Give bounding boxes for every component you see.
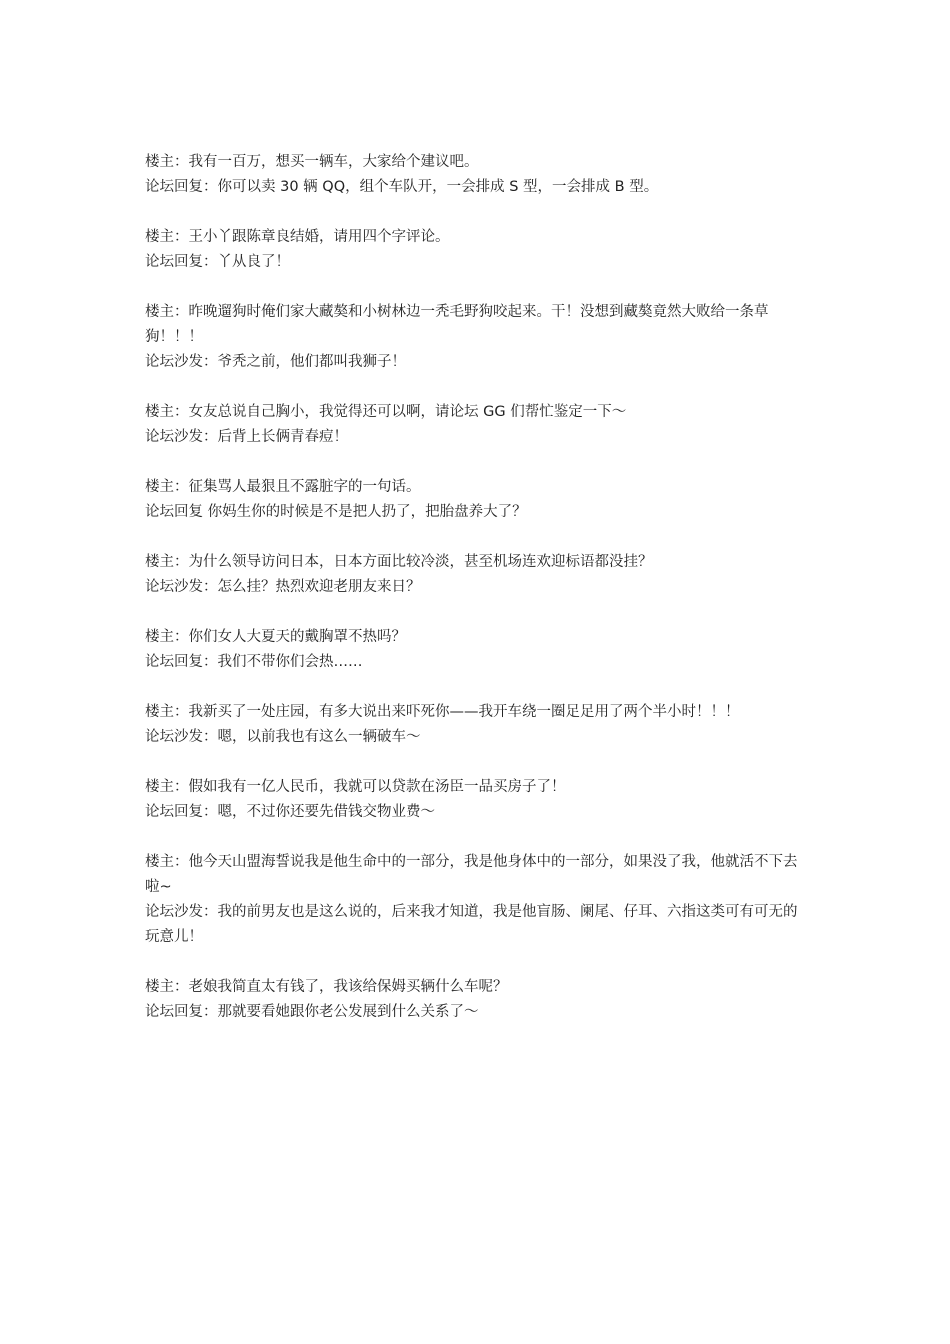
post-line: 楼主：为什么领导访问日本，日本方面比较冷淡，甚至机场连欢迎标语都没挂？	[145, 554, 653, 570]
joke-entry-4	[145, 400, 805, 450]
reply-line: 论坛沙发：后背上长俩青春痘！	[145, 429, 348, 445]
reply-line: 论坛回复 你妈生你的时候是不是把人扔了，把胎盘养大了？	[145, 504, 527, 520]
post-line: 楼主：王小丫跟陈章良结婚，请用四个字评论。	[145, 229, 450, 245]
joke-entry-10	[145, 850, 805, 950]
joke-entry-5	[145, 475, 805, 525]
document-page	[145, 150, 805, 1050]
joke-entry-9	[145, 775, 805, 825]
joke-entry-11	[145, 975, 805, 1025]
post-line: 楼主：女友总说自己胸小，我觉得还可以啊，请论坛 GG 们帮忙鉴定一下～	[145, 404, 627, 420]
joke-entry-7	[145, 625, 805, 675]
reply-line: 论坛沙发：嗯，以前我也有这么一辆破车～	[145, 729, 421, 745]
post-line: 楼主：我有一百万，想买一辆车，大家给个建议吧。	[145, 154, 479, 170]
post-line: 楼主：昨晚遛狗时俺们家大藏獒和小树林边一秃毛野狗咬起来。干！没想到藏獒竟然大败给一条草狗！！！	[145, 304, 769, 345]
joke-entry-8	[145, 700, 805, 750]
reply-line: 论坛沙发：我的前男友也是这么说的，后来我才知道，我是他盲肠、阑尾、仔耳、六指这类可有可无的玩意儿！	[145, 904, 798, 945]
reply-line: 论坛沙发：怎么挂？热烈欢迎老朋友来日？	[145, 579, 421, 595]
post-line: 楼主：征集骂人最狠且不露脏字的一句话。	[145, 479, 421, 495]
joke-entry-1	[145, 150, 805, 200]
reply-line: 论坛回复：那就要看她跟你老公发展到什么关系了～	[145, 1004, 479, 1020]
post-line: 楼主：我新买了一处庄园，有多大说出来吓死你——我开车绕一圈足足用了两个半小时！！！	[145, 704, 740, 720]
post-line: 楼主：你们女人大夏天的戴胸罩不热吗？	[145, 629, 406, 645]
reply-line: 论坛回复：丫从良了！	[145, 254, 290, 270]
joke-entry-3	[145, 300, 805, 375]
joke-entry-6	[145, 550, 805, 600]
post-line: 楼主：老娘我简直太有钱了，我该给保姆买辆什么车呢？	[145, 979, 508, 995]
reply-line: 论坛回复：嗯，不过你还要先借钱交物业费～	[145, 804, 435, 820]
post-line: 楼主：假如我有一亿人民币，我就可以贷款在汤臣一品买房子了！	[145, 779, 566, 795]
reply-line: 论坛沙发：爷秃之前，他们都叫我狮子！	[145, 354, 406, 370]
post-line: 楼主：他今天山盟海誓说我是他生命中的一部分，我是他身体中的一部分，如果没了我，他就活不下去啦~	[145, 854, 798, 895]
reply-line: 论坛回复：你可以卖 30 辆 QQ，组个车队开，一会排成 S 型，一会排成 B 型。	[145, 179, 659, 195]
reply-line: 论坛回复：我们不带你们会热……	[145, 654, 363, 670]
joke-entry-2	[145, 225, 805, 275]
